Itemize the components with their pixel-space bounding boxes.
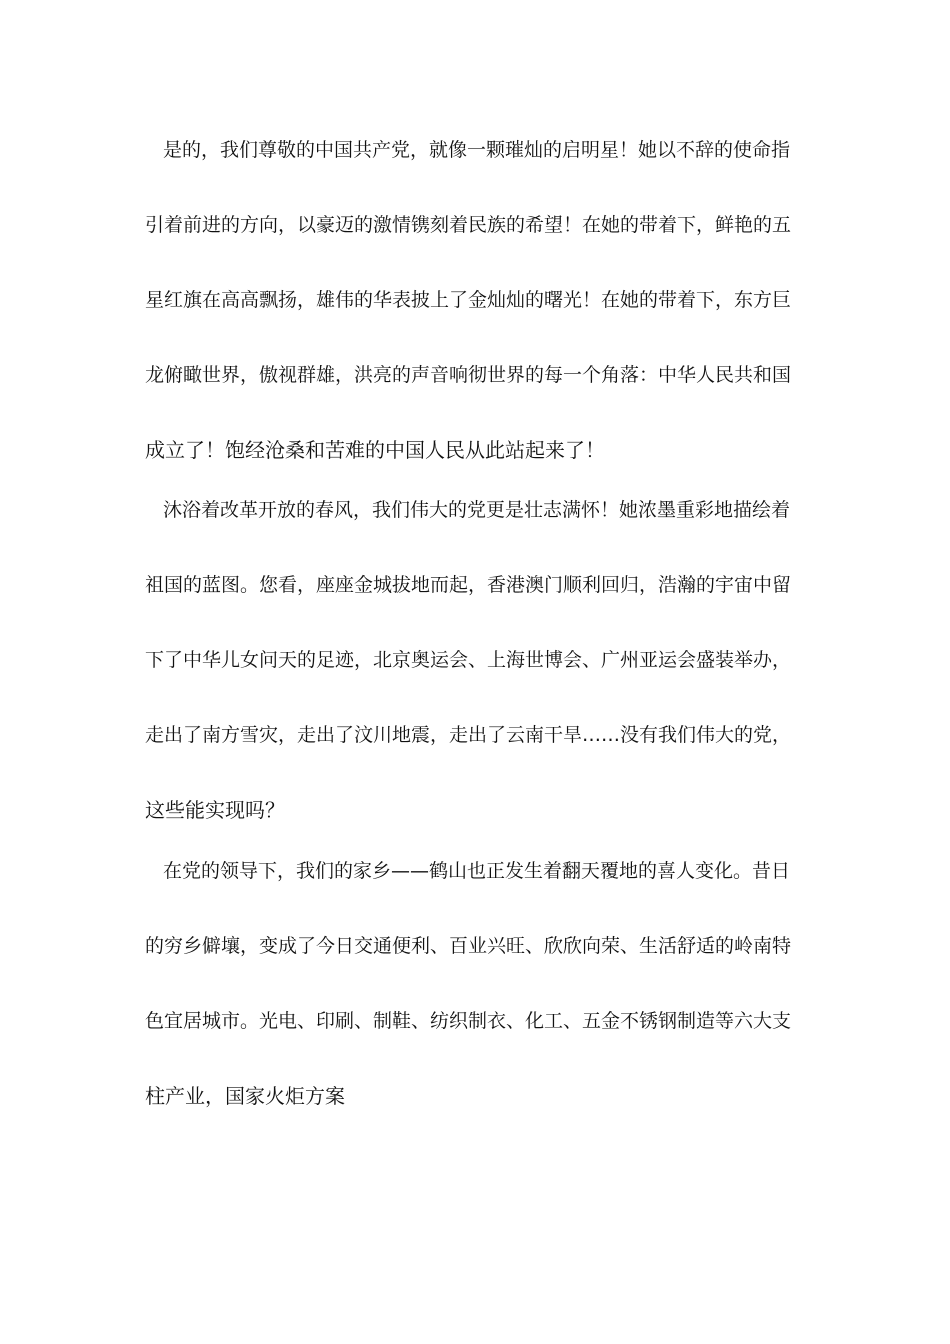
- paragraph-2-line-2: 祖国的蓝图。您看，座座金城拔地而起，香港澳门顺利回归，浩瀚的宇宙中留: [145, 574, 792, 596]
- paragraph-3-line-4: 柱产业，国家火炬方案: [145, 1084, 345, 1108]
- paragraph-3-line-2: 的穷乡僻壤，变成了今日交通便利、百业兴旺、欣欣向荣、生活舒适的岭南特: [145, 935, 792, 957]
- paragraph-1-line-1: 是的，我们尊敬的中国共产党，就像一颗璀灿的启明星！她以不辞的使命指: [163, 139, 791, 161]
- paragraph-2-line-3: 下了中华儿女问天的足迹，北京奥运会、上海世博会、广州亚运会盛装举办，: [145, 649, 792, 671]
- paragraph-1-line-3: 星红旗在高高飘扬，雄伟的华表披上了金灿灿的曙光！在她的带着下，东方巨: [145, 289, 792, 311]
- paragraph-2-line-1: 沐浴着改革开放的春风，我们伟大的党更是壮志满怀！她浓墨重彩地描绘着: [163, 499, 791, 521]
- paragraph-3-line-3: 色宜居城市。光电、印刷、制鞋、纺织制衣、化工、五金不锈钢制造等六大支: [145, 1010, 792, 1032]
- paragraph-2-line-5: 这些能实现吗？: [145, 798, 285, 822]
- paragraph-2-line-4: 走出了南方雪灾，走出了汶川地震，走出了云南干旱……没有我们伟大的党，: [145, 724, 792, 746]
- paragraph-3-line-1: 在党的领导下，我们的家乡——鹤山也正发生着翻天覆地的喜人变化。昔日: [163, 860, 791, 882]
- paragraph-1-line-4: 龙俯瞰世界，傲视群雄，洪亮的声音响彻世界的每一个角落：中华人民共和国: [145, 364, 792, 386]
- paragraph-1-line-5: 成立了！饱经沧桑和苦难的中国人民从此站起来了！: [145, 438, 605, 462]
- paragraph-1-line-2: 引着前进的方向，以豪迈的激情镌刻着民族的希望！在她的带着下，鲜艳的五: [145, 214, 792, 236]
